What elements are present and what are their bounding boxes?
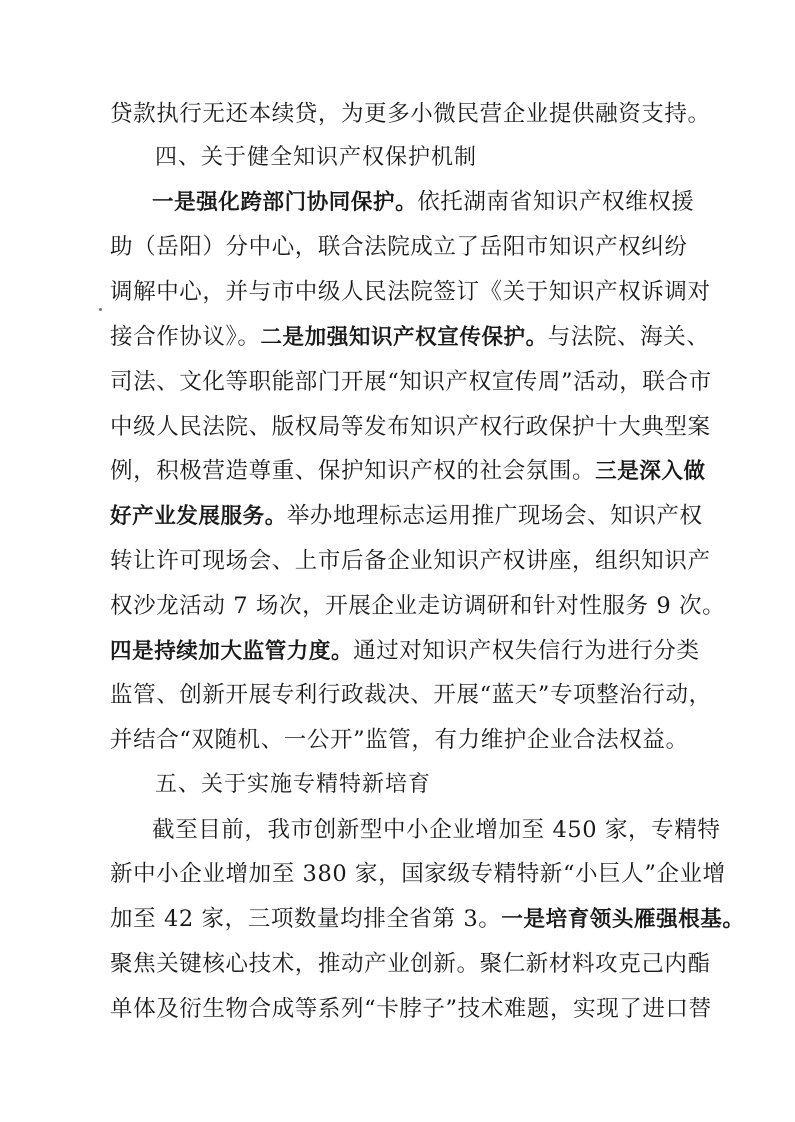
- text-run: 单体及衍生物合成等系列“卡脖子”技术难题，实现了进口替: [110, 996, 712, 1022]
- text-run: 监管、创新开展专利行政裁决、开展“蓝天”专项整治行动，: [110, 682, 712, 708]
- body-line-19: [110, 897, 745, 941]
- text-run: 依托湖南省知识产权维权援: [417, 189, 695, 215]
- text-run: 接合作协议》。: [110, 324, 261, 350]
- body-line-18: [110, 852, 726, 896]
- bold-lead-text: 好产业发展服务。: [110, 504, 287, 529]
- body-line-21: [110, 987, 712, 1031]
- body-line-11: [110, 539, 711, 583]
- bold-lead-text: 一是强化跨部门协同保护。: [152, 190, 418, 215]
- body-line-4: [110, 225, 690, 269]
- bold-lead-text: 二是加强知识产权宣传保护。: [260, 325, 548, 350]
- body-line-10: [110, 494, 703, 538]
- text-run: 新中小企业增加至 380 家，国家级专精特新“小巨人”企业增: [110, 861, 726, 887]
- text-run: 聚焦关键核心技术，推动产业创新。聚仁新材料攻克己内酯: [110, 951, 711, 977]
- body-line-7: [110, 360, 712, 404]
- body-line-1: [110, 92, 711, 136]
- text-run: 举办地理标志运用推广现场会、知识产权: [286, 503, 703, 529]
- section-heading-5: [155, 763, 735, 807]
- text-run: 贷款执行无还本续贷，为更多小微民营企业提供融资支持。: [110, 101, 711, 127]
- text-run: 调解中心，并与市中级人民法院签订《关于知识产权诉调对: [110, 279, 711, 305]
- body-line-20: [110, 942, 711, 986]
- text-run: 与法院、海关、: [547, 324, 710, 350]
- body-line-12: [110, 584, 726, 628]
- text-run: 通过对知识产权失信行为进行分类: [353, 638, 700, 664]
- text-run: 权沙龙活动 7 场次，开展企业走访调研和针对性服务 9 次。: [110, 593, 726, 619]
- body-line-13: [110, 629, 700, 673]
- body-line-6: [110, 315, 710, 359]
- text-run: 例，积极营造尊重、保护知识产权的社会氛围。: [110, 458, 596, 484]
- heading-text: 四、关于健全知识产权保护机制: [155, 145, 478, 170]
- body-line-3: [152, 180, 732, 224]
- bold-lead-text: 一是培育领头雁强根基。: [501, 907, 745, 932]
- text-run: 转让许可现场会、上市后备企业知识产权讲座，组织知识产: [110, 548, 711, 574]
- section-heading-4: [155, 136, 735, 180]
- text-run: 中级人民法院、版权局等发布知识产权行政保护十大典型案: [110, 414, 711, 440]
- body-line-17: [152, 808, 732, 852]
- text-run: 助（岳阳）分中心，联合法院成立了岳阳市知识产权纠纷: [110, 234, 688, 260]
- text-run: 司法、文化等职能部门开展“知识产权宣传周”活动，联合市: [110, 369, 712, 395]
- body-line-14: [110, 673, 712, 717]
- bold-lead-text: 四是持续加大监管力度。: [110, 639, 354, 664]
- text-run: 加至 42 家，三项数量均排全省第 3。: [110, 906, 502, 932]
- body-line-8: [110, 405, 711, 449]
- body-line-9: [110, 449, 706, 493]
- scan-speck: [99, 308, 102, 311]
- body-line-15: [110, 718, 690, 762]
- text-run: 截至目前，我市创新型中小企业增加至 450 家，专精特: [152, 817, 721, 843]
- heading-text: 五、关于实施专精特新培育: [155, 772, 432, 797]
- bold-lead-text: 三是深入做: [595, 459, 706, 484]
- text-run: 并结合“双随机、一公开”监管，有力维护企业合法权益。: [110, 727, 689, 753]
- body-line-5: [110, 270, 711, 314]
